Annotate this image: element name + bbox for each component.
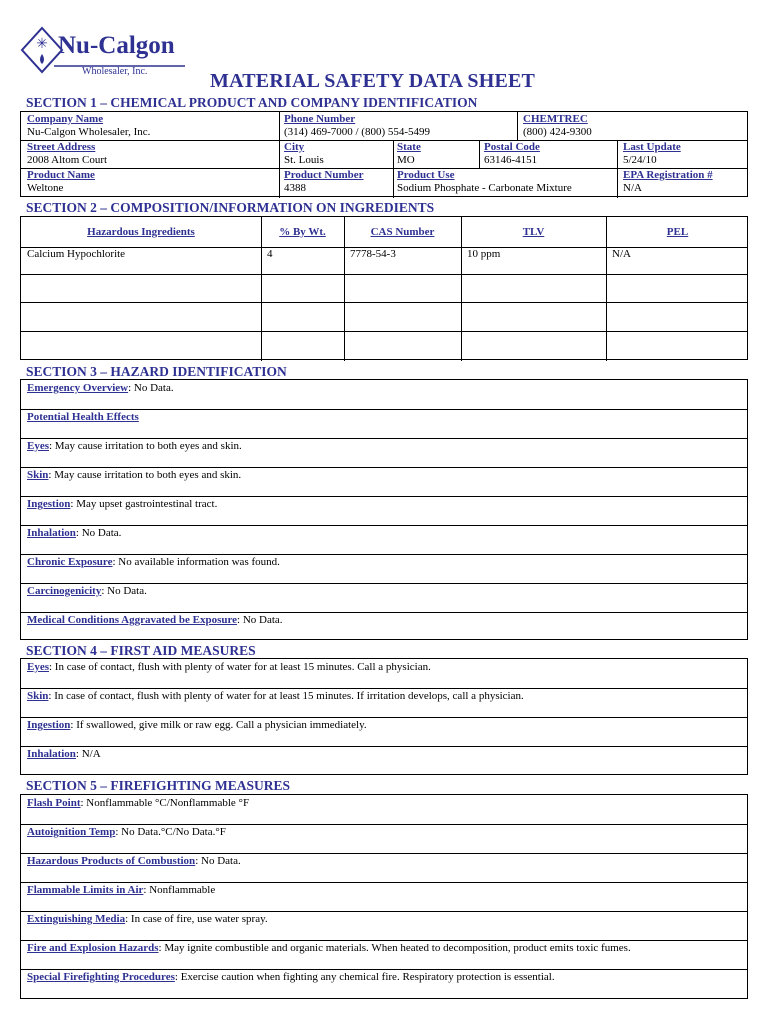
hazard-skin: Skin: May cause irritation to both eyes and skin. [27,469,242,481]
first-aid-ingestion: Ingestion: If swallowed, give milk or raw egg. Call a physician immediately. [27,719,367,731]
section5-title: SECTION 5 – FIREFIGHTING MEASURES [26,778,291,793]
section3-title: SECTION 3 – HAZARD IDENTIFICATION [26,364,287,379]
hazard-eyes: Eyes: May cause irritation to both eyes and skin. [27,440,242,452]
logo-subtitle: Wholesaler, Inc. [82,66,148,77]
header-by-wt: % By Wt. [279,226,326,238]
product-use-value: Sodium Phosphate - Carbonate Mixture [397,182,572,194]
fire-flammable-limits: Flammable Limits in Air: Nonflammable [27,884,216,896]
city-label: City [284,141,305,153]
epa-value: N/A [623,182,642,194]
state-value: MO [397,154,415,166]
section1-box [20,111,748,197]
hazard-potential-health-effects: Potential Health Effects [27,411,139,423]
header-tlv: TLV [522,226,545,238]
first-aid-skin: Skin: In case of contact, flush with plenty of water for at least 15 minutes. If irritation develops, call a physician. [27,690,524,702]
table-cell-ingredient: Calcium Hypochlorite [27,248,126,260]
ingredients-table [20,216,748,360]
fire-extinguishing-media: Extinguishing Media: In case of fire, use water spray. [27,913,268,925]
section4-title: SECTION 4 – FIRST AID MEASURES [26,643,256,658]
product-number-value: 4388 [284,182,306,194]
phone-label: Phone Number [284,113,356,125]
fire-autoignition-temp: Autoignition Temp: No Data.°C/No Data.°F [27,826,226,838]
table-cell-pel: N/A [612,248,631,260]
hazard-carcinogenicity: Carcinogenicity: No Data. [27,585,147,597]
last-update-label: Last Update [623,141,681,153]
hazard-chronic-exposure: Chronic Exposure: No available information was found. [27,556,280,568]
section4-box [20,658,748,775]
street-label: Street Address [27,141,96,153]
hazard-medical-conditions: Medical Conditions Aggravated be Exposure: No Data. [27,614,283,626]
first-aid-eyes: Eyes: In case of contact, flush with plenty of water for at least 15 minutes. Call a physician. [27,661,431,673]
company-name-label: Company Name [27,113,104,125]
company-name-value: Nu-Calgon Wholesaler, Inc. [27,126,151,138]
chemtrec-label: CHEMTREC [523,113,588,125]
logo-name: Nu-Calgon [58,32,175,59]
state-label: State [397,141,421,153]
section1-title: SECTION 1 – CHEMICAL PRODUCT AND COMPANY IDENTIFICATION [26,95,478,110]
fire-explosion-hazards: Fire and Explosion Hazards: May ignite combustible and organic materials. When heated to decomposition, product emits toxic fumes. [27,942,631,954]
fire-hazardous-products: Hazardous Products of Combustion: No Data. [27,855,241,867]
chemtrec-value: (800) 424-9300 [523,126,592,138]
section3-box [20,379,748,640]
last-update-value: 5/24/10 [623,154,657,166]
product-name-value: Weltone [27,182,64,194]
street-value: 2008 Altom Court [27,154,108,166]
table-cell-cas: 7778-54-3 [350,248,396,260]
hazard-ingestion: Ingestion: May upset gastrointestinal tract. [27,498,218,510]
section2-title: SECTION 2 – COMPOSITION/INFORMATION ON INGREDIENTS [26,200,435,215]
product-number-label: Product Number [284,169,364,181]
company-logo [20,26,190,88]
header-cas-number: CAS Number [370,226,435,238]
epa-label: EPA Registration # [623,169,713,181]
phone-value: (314) 469-7000 / (800) 554-5499 [284,126,431,138]
postal-value: 63146-4151 [484,154,538,166]
svg-text:✳: ✳ [36,37,48,52]
header-pel: PEL [666,226,689,238]
product-use-label: Product Use [397,169,455,181]
city-value: St. Louis [284,154,324,166]
section5-box [20,794,748,999]
header-hazardous-ingredients: Hazardous Ingredients [87,226,195,238]
fire-special-procedures: Special Firefighting Procedures: Exercise caution when fighting any chemical fire. Respiratory protection is essential. [27,971,555,983]
hazard-emergency-overview: Emergency Overview: No Data. [27,382,174,394]
product-name-label: Product Name [27,169,95,181]
document-title: MATERIAL SAFETY DATA SHEET [210,70,536,92]
hazard-inhalation: Inhalation: No Data. [27,527,122,539]
postal-label: Postal Code [484,141,540,153]
first-aid-inhalation: Inhalation: N/A [27,748,101,760]
table-cell-tlv: 10 ppm [467,248,501,260]
table-cell-weight: 4 [267,248,273,260]
fire-flash-point: Flash Point: Nonflammable °C/Nonflammable °F [27,797,250,809]
